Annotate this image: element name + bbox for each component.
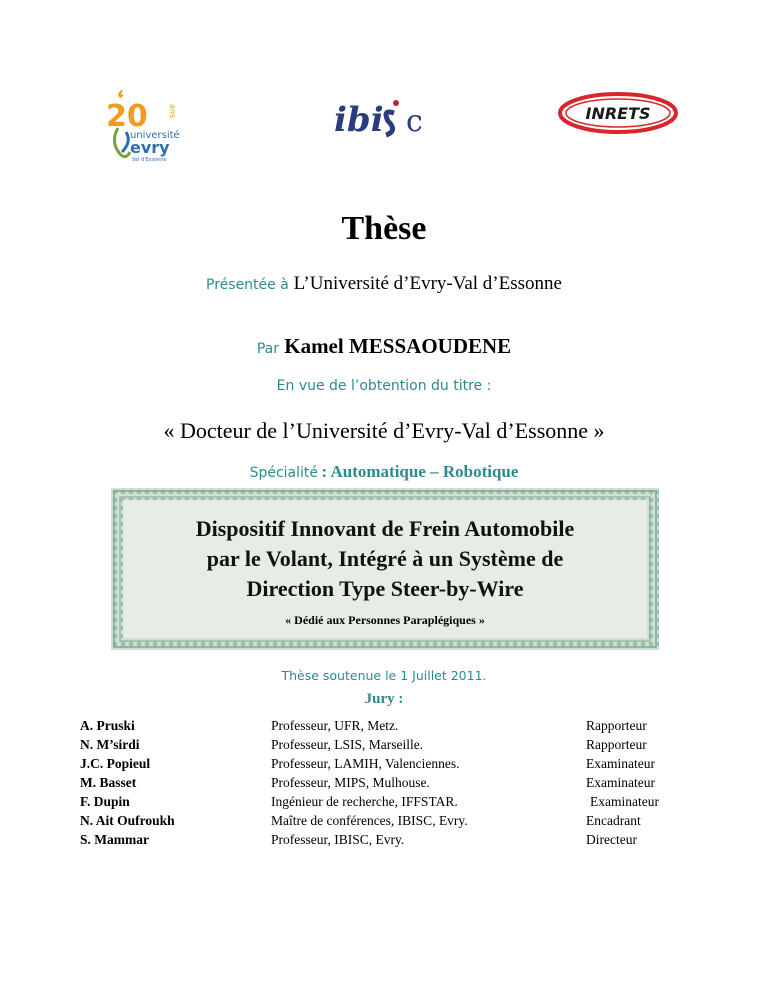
jury-member-affiliation: Professeur, MIPS, Mulhouse. bbox=[271, 775, 430, 790]
jury-member-role: Encadrant bbox=[586, 813, 641, 828]
jury-member-name: A. Pruski bbox=[80, 718, 135, 733]
jury-member-role: Examinateur bbox=[586, 756, 655, 771]
presented-prefix: Présentée à bbox=[206, 277, 289, 293]
svg-text:INRETS: INRETS bbox=[585, 104, 651, 123]
speciality-prefix: Spécialité bbox=[249, 465, 318, 481]
jury-row bbox=[0, 737, 768, 755]
ibisc-logo bbox=[330, 83, 442, 149]
jury-member-name: N. Ait Oufroukh bbox=[80, 813, 175, 828]
jury-row bbox=[0, 832, 768, 850]
jury-member-affiliation: Maître de conférences, IBISC, Evry. bbox=[271, 813, 468, 828]
jury-member-affiliation: Professeur, UFR, Metz. bbox=[271, 718, 399, 733]
jury-member-role: Rapporteur bbox=[586, 718, 647, 733]
dedication: « Dédié aux Personnes Paraplégiques » bbox=[285, 613, 485, 627]
jury-row bbox=[0, 756, 768, 774]
thesis-title-line: Direction Type Steer-by-Wire bbox=[246, 576, 524, 601]
svg-text:Val d'Essonne: Val d'Essonne bbox=[132, 157, 167, 163]
svg-text:université: université bbox=[130, 130, 180, 141]
defense-date: Thèse soutenue le 1 Juillet 2011. bbox=[281, 668, 487, 683]
jury-row bbox=[0, 775, 768, 793]
jury-member-role: Directeur bbox=[586, 832, 637, 847]
svg-text:ibi: ibi bbox=[334, 100, 384, 140]
svg-text:ans: ans bbox=[168, 104, 177, 119]
jury-member-affiliation: Professeur, IBISC, Evry. bbox=[271, 832, 405, 847]
thesis-title-frame bbox=[111, 488, 659, 650]
presented-line bbox=[0, 273, 768, 295]
jury-title: Jury : bbox=[364, 691, 404, 707]
thesis-title-line: par le Volant, Intégré à un Système de bbox=[206, 546, 564, 571]
svg-text:20: 20 bbox=[106, 99, 148, 134]
document-title: Thèse bbox=[341, 210, 427, 247]
jury-member-name: N. M’sirdi bbox=[80, 737, 140, 752]
jury-row bbox=[0, 718, 768, 736]
jury-member-affiliation: Ingénieur de recherche, IFFSTAR. bbox=[271, 794, 458, 809]
svg-text:c: c bbox=[406, 104, 423, 139]
jury-member-name: F. Dupin bbox=[80, 794, 130, 809]
author-line bbox=[0, 334, 768, 359]
jury-member-affiliation: Professeur, LAMIH, Valenciennes. bbox=[271, 756, 460, 771]
thesis-title-box bbox=[123, 500, 647, 638]
jury-member-affiliation: Professeur, LSIS, Marseille. bbox=[271, 737, 424, 752]
inrets-logo bbox=[556, 90, 680, 136]
jury-member-name: S. Mammar bbox=[80, 832, 149, 847]
jury-member-role: Examinateur bbox=[586, 775, 655, 790]
evry-university-logo bbox=[104, 88, 186, 168]
author-name: Kamel MESSAOUDENE bbox=[284, 334, 512, 358]
jury-row bbox=[0, 794, 768, 812]
obtain-text: En vue de l’obtention du titre : bbox=[276, 378, 492, 394]
degree-title: « Docteur de l’Université d’Evry-Val d’Essonne » bbox=[163, 418, 605, 443]
author-prefix: Par bbox=[256, 341, 279, 357]
jury-member-name: J.C. Popieul bbox=[80, 756, 151, 771]
jury-member-role: Examinateur bbox=[590, 794, 659, 809]
speciality-line bbox=[0, 462, 768, 482]
svg-text:evry: evry bbox=[130, 138, 170, 157]
jury-member-role: Rapporteur bbox=[586, 737, 647, 752]
thesis-title-line: Dispositif Innovant de Frein Automobile bbox=[195, 516, 575, 541]
thesis-title bbox=[141, 514, 629, 604]
jury-member-name: M. Basset bbox=[80, 775, 137, 790]
speciality-value: : Automatique – Robotique bbox=[321, 462, 519, 481]
jury-row bbox=[0, 813, 768, 831]
presented-university: L’Université d’Evry-Val d’Essonne bbox=[293, 273, 562, 294]
